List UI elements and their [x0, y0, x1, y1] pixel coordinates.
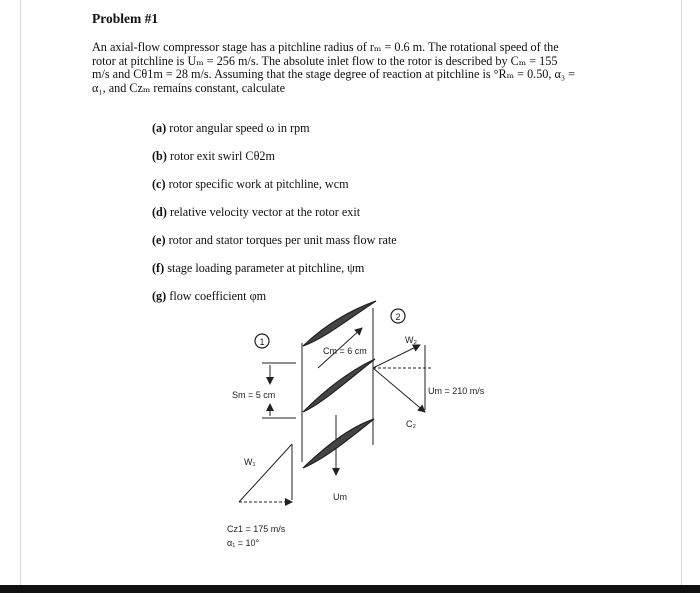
cz1-label: Cz1 = 175 m/s [227, 524, 286, 534]
item-text: rotor and stator torques per unit mass flow rate [168, 233, 397, 247]
station-1-label: 1 [259, 337, 265, 347]
alpha1-label: α₁ = 10° [227, 538, 260, 548]
blade-bottom [303, 419, 374, 468]
station-2-marker [391, 309, 405, 323]
item-letter: (d) [152, 205, 167, 219]
c2-label: C₂ [406, 419, 416, 429]
item-letter: (f) [152, 261, 165, 275]
w1-label: W₁ [244, 457, 256, 467]
item-letter: (c) [152, 177, 166, 191]
item-text: stage loading parameter at pitchline, ψm [167, 261, 365, 275]
item-text: flow coefficient φm [169, 289, 267, 303]
item-letter: (e) [152, 233, 166, 247]
w2-vector [373, 345, 420, 368]
item-text: relative velocity vector at the rotor exit [169, 205, 361, 219]
spacing-label: Sm = 5 cm [232, 390, 276, 400]
chord-label: Cm = 6 cm [323, 346, 367, 356]
um-right-label: Um = 210 m/s [428, 386, 485, 396]
statement-line: An axial-flow compressor stage has a pitchline radius of rₘ = 0.6 m. The rotational speed of the [92, 40, 559, 54]
statement-line: m/s and Cθ1m = 28 m/s. Assuming that the stage degree of reaction at pitchline is °Rₘ = 0.50, α₃ = [92, 67, 576, 82]
w1-vector [239, 444, 292, 502]
blade-top [303, 301, 376, 346]
statement-line: α₁, and Czₘ remains constant, calculate [92, 80, 286, 95]
blade-middle [303, 359, 375, 412]
blade-row [303, 301, 376, 468]
statement-line: rotor at pitchline is Uₘ = 256 m/s. The absolute inlet flow to the rotor is described by Cₘ = 155 [92, 53, 558, 68]
w2-label: W₂ [405, 335, 417, 345]
item-text: rotor angular speed ω in rpm [169, 121, 310, 135]
item-text: rotor specific work at pitchline, wcm [168, 177, 349, 191]
c2-vector [373, 368, 425, 412]
problem-title: Problem #1 [92, 11, 159, 26]
item-letter: (a) [152, 121, 167, 135]
um-bottom-label: Um [333, 492, 347, 502]
item-letter: (b) [152, 149, 167, 163]
station-2-label: 2 [395, 312, 401, 322]
item-letter: (g) [152, 289, 167, 303]
station-1-marker [255, 334, 269, 348]
item-text: rotor exit swirl Cθ2m [169, 149, 275, 163]
